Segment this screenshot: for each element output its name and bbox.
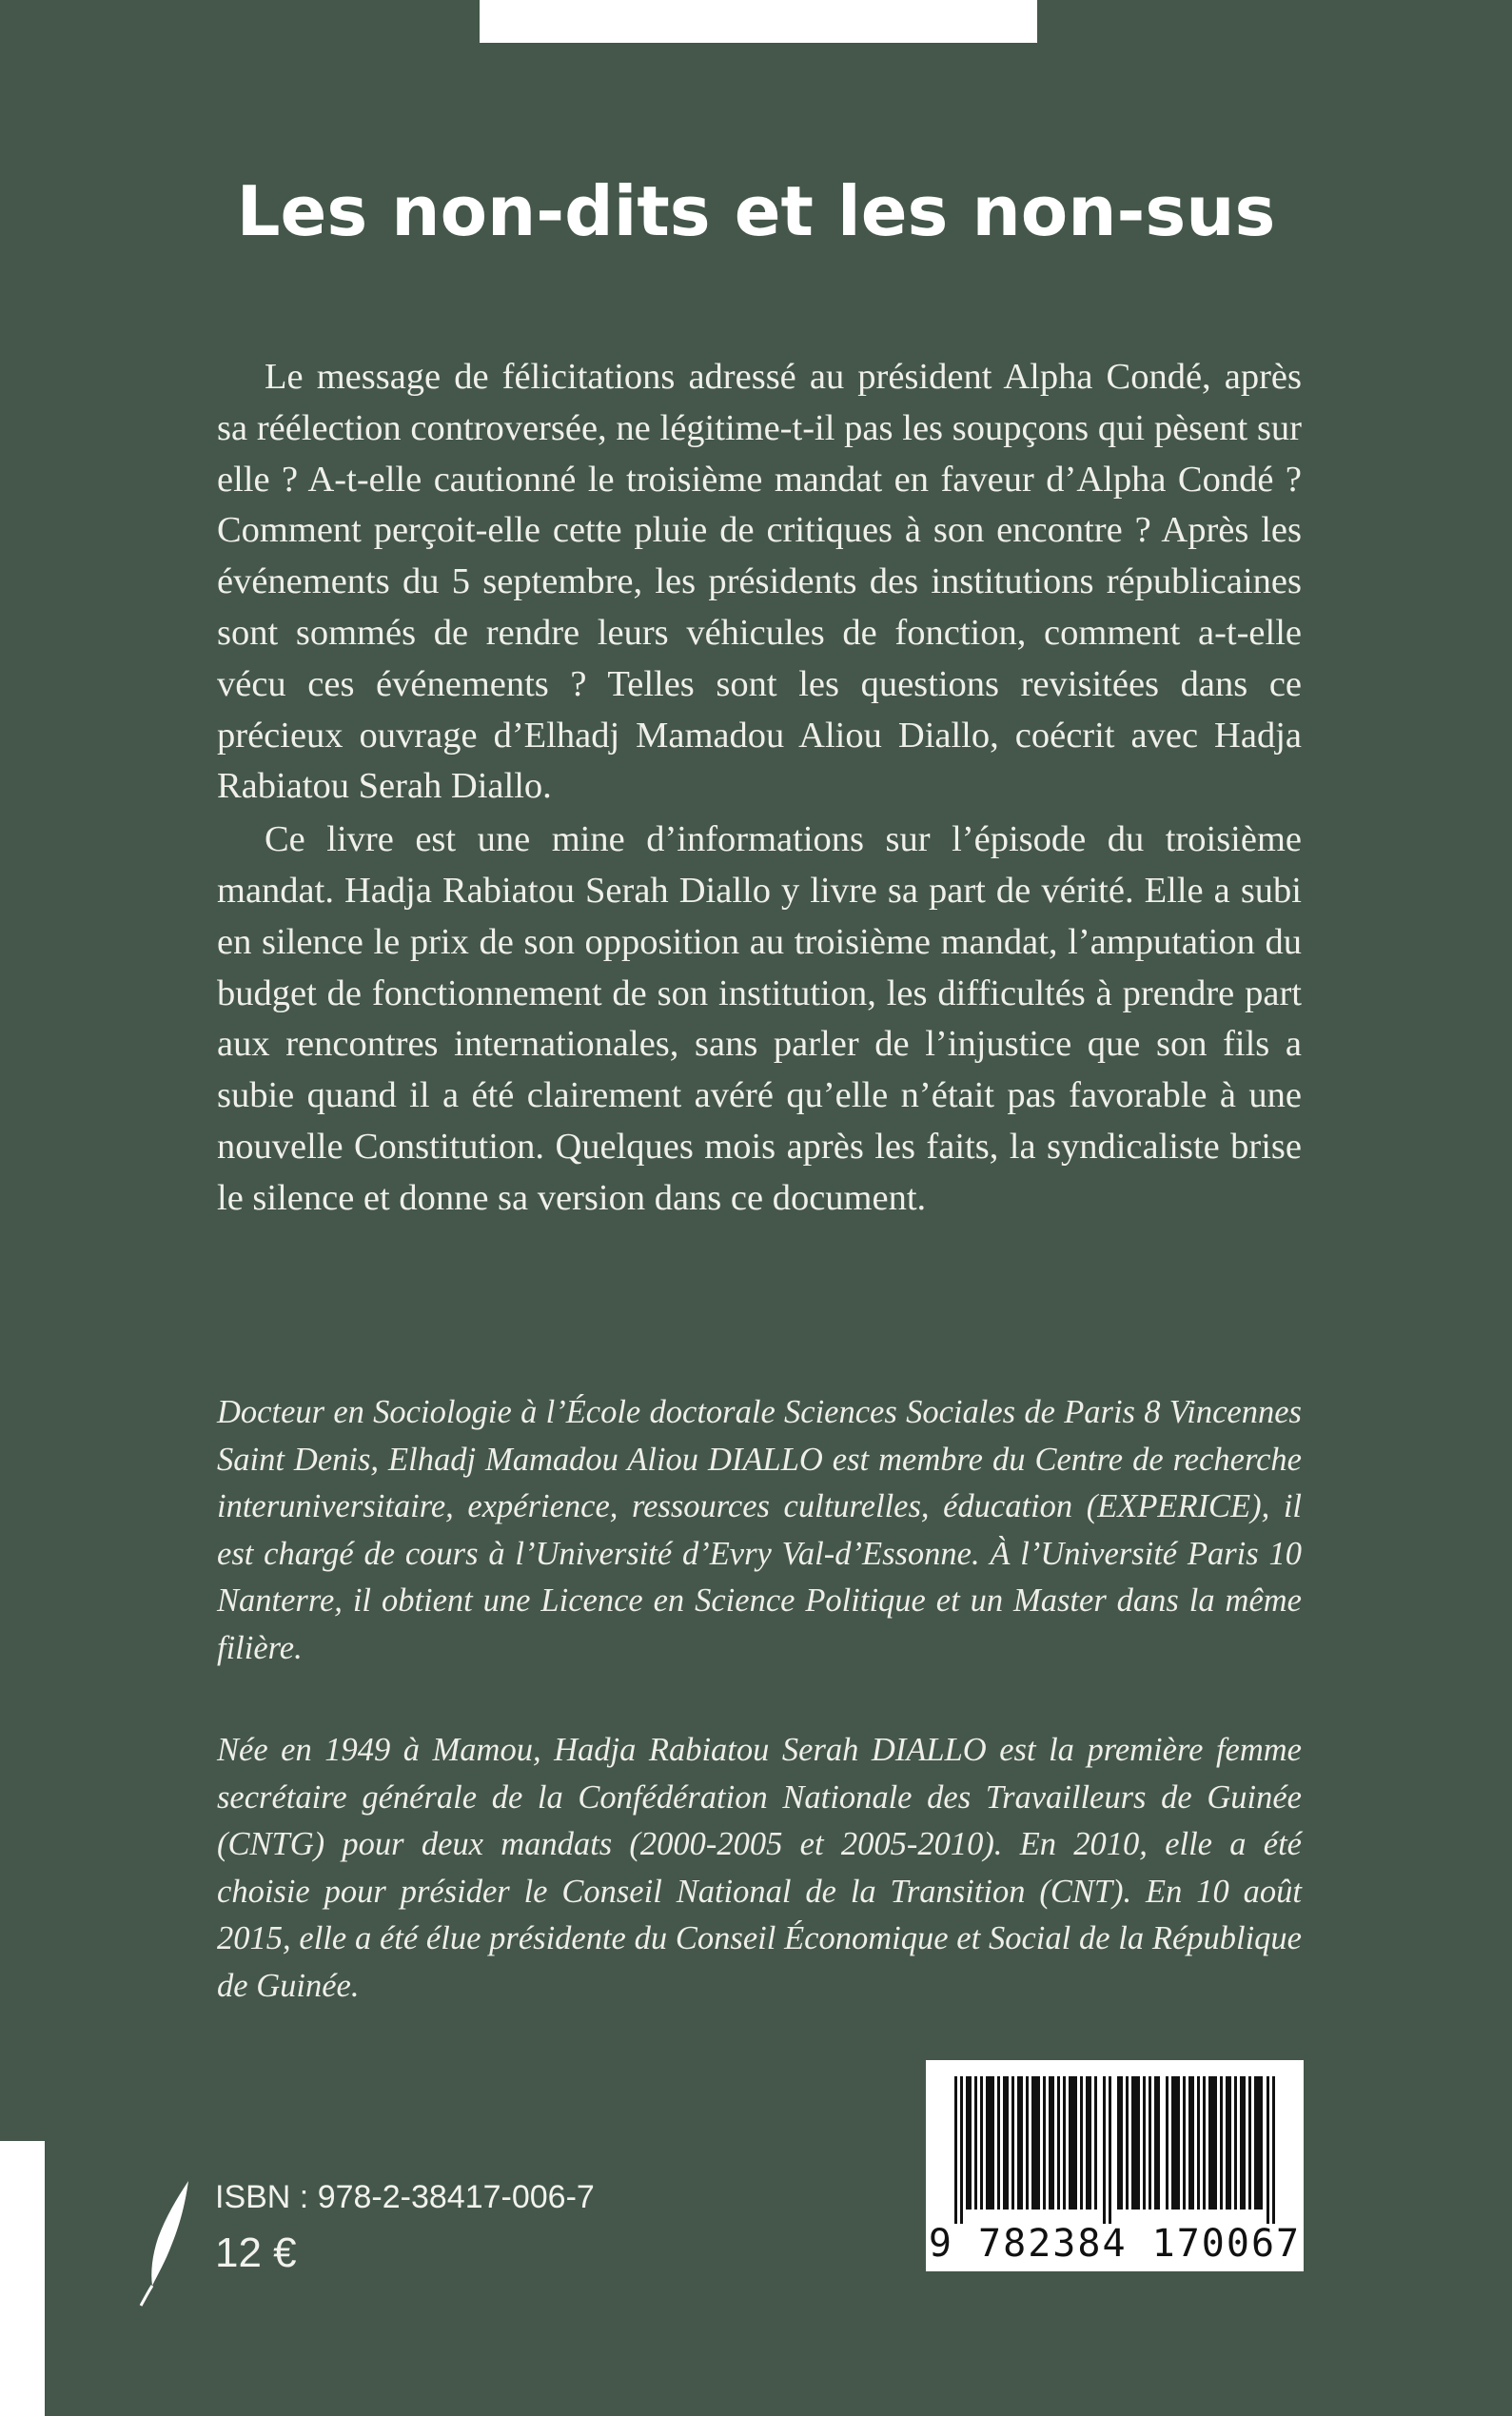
feather-icon [139,2179,196,2308]
barcode [926,2060,1304,2271]
coauthor-bio: Née en 1949 à Mamou, Hadja Rabiatou Serah DIALLO est la première femme secrétaire générale de la Confédération Nationale des Travailleurs de Guinée (CNTG) pour deux mandats (2000-2005 et 2005-2010). En 2010, elle a été choisie pour présider le Conseil National de la Transition (CNT). En 10 août 2015, elle a été élue présidente du Conseil Économique et Social de la République de Guinée. [217,1732,1302,2004]
book-title: Les non-dits et les non-sus [236,171,1276,251]
barcode-digits: 9 782384 170067 [928,2222,1302,2266]
spine-edge-strip [0,2141,45,2416]
summary-paragraph-2: Ce livre est une mine d’informations sur l’épisode du troisième mandat. Hadja Rabiatou Serah Diallo y livre sa part de vérité. Elle a subi en silence le prix de son opposition au troisième mandat, l’amputation du budget de fonctionnement de son institution, les difficultés à prendre part aux rencontres internationales, sans parler de l’injustice que son fils a subie quand il a été clairement avéré qu’elle n’était pas favorable à une nouvelle Constitution. Quelques mois après les faits, la syndicaliste brise le silence et donne sa version dans ce document. [217,819,1302,1218]
summary-paragraph-1: Le message de félicitations adressé au président Alpha Condé, après sa réélection controversée, ne légitime-t-il pas les soupçons qui pèsent sur elle ? A-t-elle cautionné le troisième mandat en faveur d’Alpha Condé ? Comment perçoit-elle cette pluie de critiques à son encontre ? Après les événements du 5 septembre, les présidents des institutions républicaines sont sommés de rendre leurs véhicules de fonction, comment a-t-elle vécu ces événements ? Telles sont les questions revisitées dans ce précieux ouvrage d’Elhadj Mamadou Aliou Diallo, coécrit avec Hadja Rabiatou Serah Diallo. [217,357,1302,807]
barcode-bars [954,2076,1278,2224]
summary-text [217,352,1302,1227]
author-bio: Docteur en Sociologie à l’École doctorale Sciences Sociales de Paris 8 Vincennes Saint Denis, Elhadj Mamadou Aliou DIALLO est membre du Centre de recherche interuniversitaire, expérience, ressources culturelles, éducation (EXPERICE), il est chargé de cours à l’Université d’Evry Val-d’Essonne. À l’Université Paris 10 Nanterre, il obtient une Licence en Science Politique et un Master dans la même filière. [217,1394,1302,1666]
isbn-text: ISBN : 978-2-38417-006-7 [215,2179,595,2215]
price-text: 12 € [215,2229,297,2276]
top-white-tab [480,0,1037,43]
